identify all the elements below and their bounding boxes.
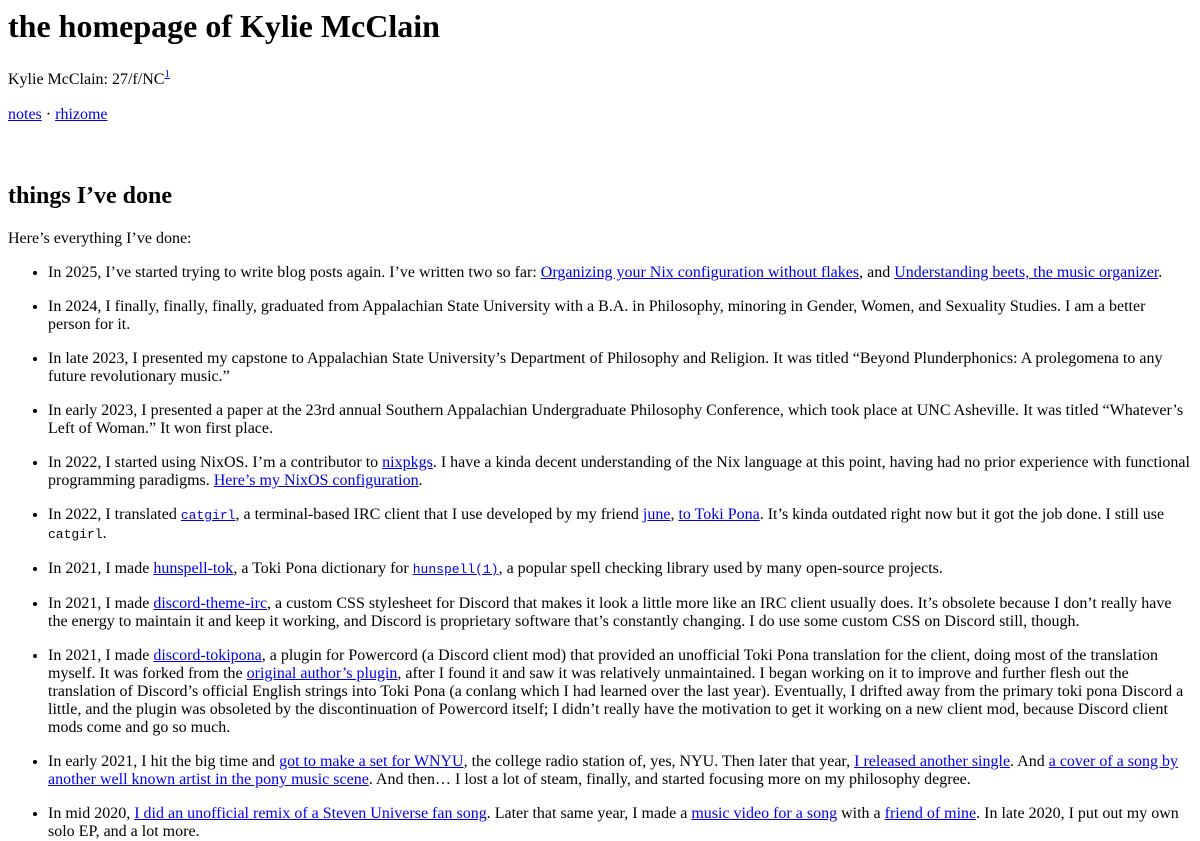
item-text: . It’s kinda outdated right now but it got the job done. I still use [759,506,1165,523]
item-link[interactable]: a cover of a song by another well known artist in the pony music scene [48,753,1179,788]
item-text: . [1158,264,1163,281]
item-text: In 2021, I made [48,595,154,612]
item-text: , a terminal-based IRC client that I use developed by my friend [235,506,643,523]
item-text: . And [1010,753,1049,770]
item-text: , and [859,264,895,281]
item-text: , a popular spell checking library used by many open-source projects. [498,560,943,577]
nav-link-rhizome[interactable]: rhizome [55,106,108,123]
accomplishments-list [8,264,1192,841]
item-text: with a [837,805,885,822]
item-text: . [102,525,107,542]
item-link[interactable]: to Toki Pona [678,506,760,523]
item-text: In 2024, I finally, finally, finally, graduated from Appalachian State University with a B.A. in Philosophy, minoring in Gender, Women, and Sexuality Studies. I am a better person for it. [48,298,1146,333]
item-text: In 2021, I made [48,560,154,577]
item-link[interactable]: I did an unofficial remix of a Steven Universe fan song [134,805,487,822]
item-text: In 2025, I’ve started trying to write blog posts again. I’ve written two so far: [48,264,541,281]
section-heading: things I’ve done [8,183,173,209]
item-link[interactable]: music video for a song [691,805,838,822]
list-item [48,402,1192,438]
code-text: catgirl [48,527,103,542]
code-text: catgirl [180,508,236,523]
item-text: . I have a kinda decent understanding of the Nix language at this point, having had no prior experience with functional programming paradigms. [48,454,1190,489]
item-link[interactable]: friend of mine [884,805,977,822]
list-item [48,350,1192,386]
item-link[interactable]: Organizing your Nix configuration without flakes [540,264,860,281]
footnote-link[interactable]: 1 [164,67,170,80]
item-text: . Later that same year, I made a [486,805,692,822]
item-link[interactable]: hunspell-tok [153,560,234,577]
list-item [48,753,1192,789]
item-text: In 2021, I made [48,647,154,664]
list-item [48,647,1192,737]
item-text: , the college radio station of, yes, NYU. Then later that year, [463,753,855,770]
item-link[interactable]: discord-theme-irc [153,595,268,612]
section-intro: Here’s everything I’ve done: [8,230,192,247]
item-text: In early 2021, I hit the big time and [48,753,280,770]
item-text: . And then… I lost a lot of steam, finally, and started focusing more on my philosophy degree. [368,771,971,788]
item-text: In early 2023, I presented a paper at the 23rd annual Southern Appalachian Undergraduate Philosophy Conference, which took place at UNC Asheville. It was titled “Whatever’s Left of Woman.” It won first place. [48,402,1184,437]
item-link[interactable]: discord-tokipona [153,647,262,664]
list-item [48,560,1192,579]
item-text: In 2022, I started using NixOS. I’m a contributor to [48,454,383,471]
item-link[interactable]: original author’s plugin [246,665,398,682]
list-item [48,595,1192,631]
byline [8,67,1192,89]
item-link[interactable]: Here’s my NixOS configuration [213,472,419,489]
item-text: In 2022, I translated [48,506,181,523]
site-nav [8,106,1192,124]
code-text: hunspell(1) [412,562,499,577]
item-code-link[interactable] [181,506,236,523]
list-item [48,454,1192,490]
item-text: , a custom CSS stylesheet for Discord that makes it look a little more like an IRC client usually does. It’s obsolete because I don’t really have the energy to maintain it and keep it working, and Discord is proprietary software that’s constantly changing. I do use some custom CSS on Discord still, though. [48,595,1172,630]
item-code-link[interactable] [413,560,499,577]
item-text: , a Toki Pona dictionary for [233,560,413,577]
item-text: In late 2023, I presented my capstone to Appalachian State University’s Department of Philosophy and Religion. It was titled “Beyond Plunderphonics: A prolegomena to any future revolutionary music.” [48,350,1163,385]
item-link[interactable]: june [642,506,671,523]
byline-text: Kylie McClain: 27/f/NC [8,71,165,88]
item-text: In mid 2020, [48,805,135,822]
item-link[interactable]: Understanding beets, the music organizer [894,264,1159,281]
list-item [48,506,1192,544]
item-text: . [418,472,423,489]
item-text: , a plugin for Powercord (a Discord client mod) that provided an unofficial Toki Pona translation for the client, doing most of the translation myself. It was forked from the [48,647,1159,682]
item-text: . In late 2020, I put out my own solo EP, and a lot more. [48,805,1179,840]
item-text: , after I found it and saw it was relatively unmaintained. I began working on it to improve and further flesh out the translation of Discord’s official English strings into Toki Pona (a conlang which I had learned over the last year). Eventually, I drifted away from the primary toki pona Discord a little, and the plugin was obsoleted by the discontinuation of Powercord itself; I didn’t really have the motivation to get it working on a new client mod, because Discord client mods come and go so much. [48,665,1184,736]
item-text: , [670,506,679,523]
nav-separator: · [41,106,56,123]
list-item [48,264,1192,282]
page-title: the homepage of Kylie McClain [8,8,440,44]
item-link[interactable]: nixpkgs [382,454,433,471]
list-item [48,298,1192,334]
nav-link-notes[interactable]: notes [8,106,42,123]
item-link[interactable]: got to make a set for WNYU [279,753,464,770]
list-item [48,805,1192,841]
item-link[interactable]: I released another single [854,753,1011,770]
